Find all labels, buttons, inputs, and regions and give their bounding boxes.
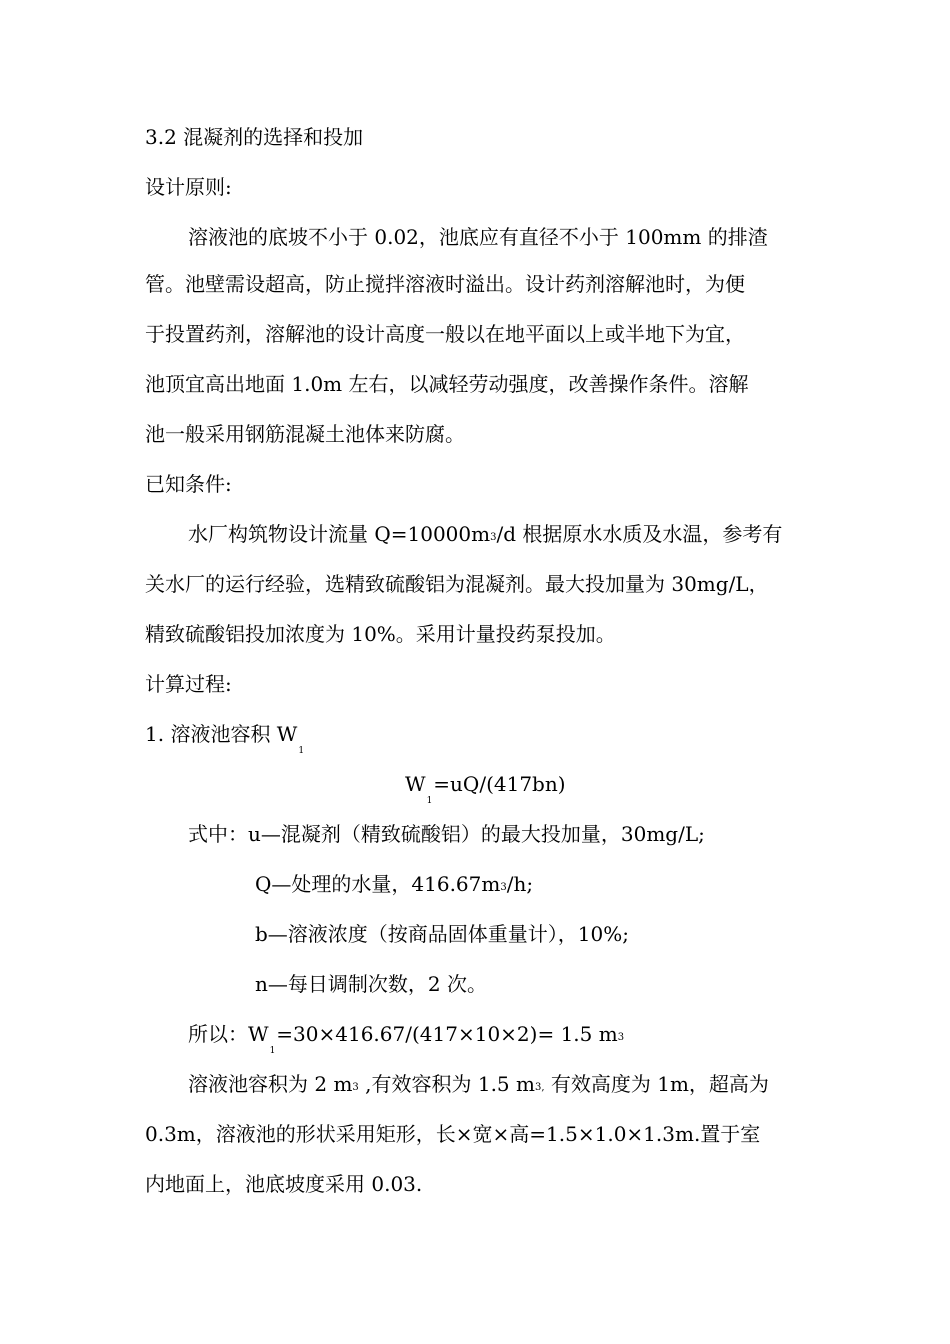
- superscript: 3,: [534, 1082, 545, 1093]
- design-principle-title: 设计原则:: [145, 175, 232, 199]
- definition-line: 式中：u—混凝剂（精致硫酸铝）的最大投加量，30mg/L;: [188, 822, 705, 846]
- section-heading: 3.2 混凝剂的选择和投加: [145, 125, 364, 149]
- text-span: 水厂构筑物设计流量 Q=10000m: [188, 522, 491, 546]
- superscript: 3: [490, 532, 497, 543]
- paragraph-line: 管。池壁需设超高，防止搅拌溶液时溢出。设计药剂溶解池时，为便: [145, 272, 745, 296]
- paragraph-line: 溶液池的底坡不小于 0.02，池底应有直径不小于 100mm 的排渣: [188, 225, 768, 249]
- paragraph-line: 0.3m，溶液池的形状采用矩形，长×宽×高=1.5×1.0×1.3m.置于室: [145, 1122, 761, 1146]
- definition-line: b—溶液浓度（按商品固体重量计），10%;: [255, 922, 629, 946]
- formula: [405, 771, 566, 806]
- text-span: 溶液池容积为 2 m: [188, 1072, 353, 1096]
- subscript: 1: [298, 746, 305, 756]
- definition-line: n—每日调制次数，2 次。: [255, 972, 487, 996]
- text-span: 1. 溶液池容积 W: [145, 722, 298, 746]
- subscript: 1: [426, 796, 433, 806]
- superscript: 3: [617, 1032, 625, 1043]
- text-span: =uQ/(417bn): [433, 772, 566, 796]
- text-span: W: [405, 772, 426, 796]
- text-span: /d 根据原水水质及水温，参考有: [496, 522, 783, 546]
- superscript: 3: [352, 1082, 359, 1093]
- text-span: ,有效容积为 1.5 m: [358, 1072, 535, 1096]
- definition-line: [255, 871, 533, 902]
- text-span: Q—处理的水量，416.67m: [255, 872, 501, 896]
- calc-title: 计算过程:: [145, 672, 232, 696]
- paragraph-line: 内地面上，池底坡度采用 0.03.: [145, 1172, 423, 1196]
- calc-item-1: [145, 721, 305, 756]
- known-conditions-title: 已知条件:: [145, 472, 232, 496]
- text-span: 有效高度为 1m，超高为: [544, 1072, 769, 1096]
- paragraph-line: [188, 521, 782, 552]
- text-span: =30×416.67/(417×10×2)= 1.5 m: [276, 1022, 618, 1046]
- text-span: /h;: [506, 872, 534, 896]
- paragraph-line: 池一般采用钢筋混凝土池体来防腐。: [145, 422, 465, 446]
- result-line: [188, 1021, 625, 1056]
- paragraph-line: 关水厂的运行经验，选精致硫酸铝为混凝剂。最大投加量为 30mg/L，: [145, 572, 769, 596]
- subscript: 1: [269, 1046, 276, 1056]
- paragraph-line: 池顶宜高出地面 1.0m 左右，以减轻劳动强度，改善操作条件。溶解: [145, 372, 749, 396]
- paragraph-line: 精致硫酸铝投加浓度为 10%。采用计量投药泵投加。: [145, 622, 616, 646]
- text-span: 所以：W: [188, 1022, 269, 1046]
- paragraph-line: [188, 1071, 769, 1102]
- superscript: 3: [500, 882, 507, 893]
- paragraph-line: 于投置药剂，溶解池的设计高度一般以在地平面以上或半地下为宜，: [145, 322, 745, 346]
